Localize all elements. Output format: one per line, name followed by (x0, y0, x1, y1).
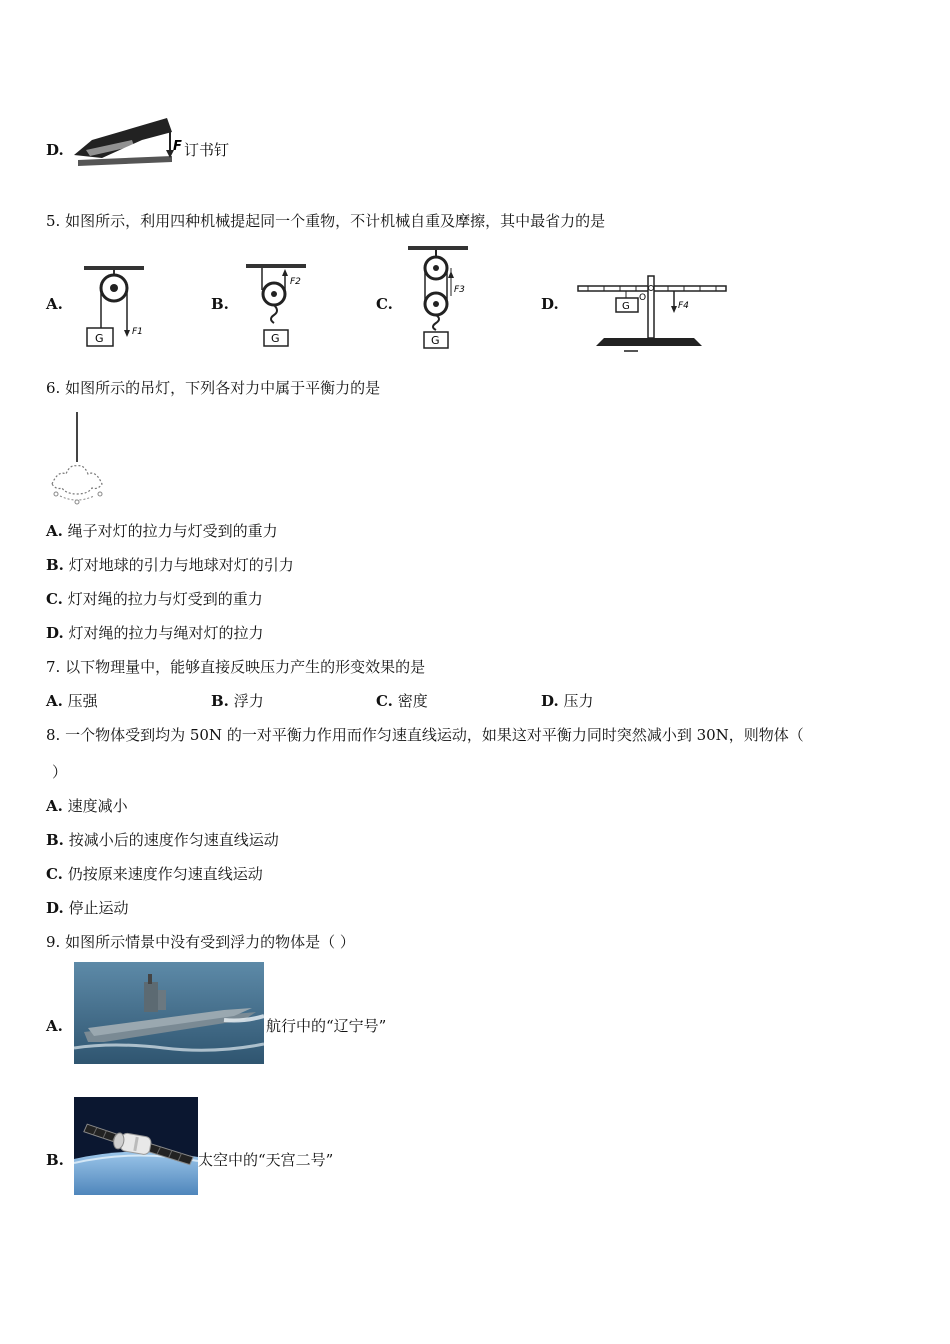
option-letter: C. (46, 865, 63, 883)
q8-option-d (46, 898, 129, 918)
q9-option-b-letter: B. (46, 1151, 64, 1169)
option-letter: C. (376, 692, 393, 710)
option-letter: A. (46, 522, 63, 540)
option-text: 灯对绳的拉力与绳对灯的拉力 (68, 624, 264, 642)
stapler-figure (72, 110, 184, 176)
q9-stem: 9. 如图所示情景中没有受到浮力的物体是（ ） (46, 933, 355, 951)
q6-option-c (46, 589, 263, 609)
q9-option-a-text: 航行中的“辽宁号” (266, 1017, 387, 1035)
option-text: 密度 (397, 692, 428, 710)
q5-option-b-letter: B. (211, 295, 229, 313)
q7-option-c (376, 691, 428, 711)
q5-movable-pulley-figure (244, 262, 314, 350)
q6-stem: 6. 如图所示的吊灯，下列各对力中属于平衡力的是 (46, 379, 381, 397)
q8-stem-continued: ） (52, 763, 68, 781)
force-label: F1 (132, 327, 143, 337)
option-letter: A. (46, 692, 63, 710)
option-letter: A. (46, 797, 63, 815)
q9-option-b-text: 太空中的“天宫二号” (198, 1151, 334, 1169)
q5-option-c-letter: C. (376, 295, 393, 313)
option-text: 压力 (563, 692, 594, 710)
q5-pulley-block-figure (406, 244, 476, 350)
option-letter: B. (211, 692, 229, 710)
q9-option-a-letter: A. (46, 1017, 63, 1035)
force-label: F3 (454, 285, 465, 295)
q5-option-a-letter: A. (46, 295, 63, 313)
q5-fixed-pulley-figure (82, 262, 152, 350)
q7-stem: 7. 以下物理量中，能够直接反映压力产生的形变效果的是 (46, 658, 426, 676)
q5-lever-figure (574, 270, 732, 354)
weight-label: G (271, 332, 280, 345)
option-text: 压强 (67, 692, 98, 710)
option-letter: D. (46, 624, 64, 642)
q5-stem: 5. 如图所示，利用四种机械提起同一个重物，不计机械自重及摩擦，其中最省力的是 (46, 212, 606, 230)
chandelier-figure (46, 412, 112, 510)
q4-option-d-label: 订书钉 (184, 141, 230, 159)
option-text: 灯对绳的拉力与灯受到的重力 (67, 590, 263, 608)
option-text: 速度减小 (67, 797, 128, 815)
q6-option-b (46, 555, 294, 575)
option-letter: B. (46, 556, 64, 574)
option-letter: C. (46, 590, 63, 608)
q8-option-b (46, 830, 279, 850)
weight-label: G (622, 301, 630, 312)
option-text: 仍按原来速度作匀速直线运动 (67, 865, 263, 883)
q8-option-a (46, 796, 128, 816)
weight-label: G (431, 334, 440, 347)
option-text: 按减小后的速度作匀速直线运动 (68, 831, 279, 849)
option-text: 停止运动 (68, 899, 129, 917)
q8-stem: 8. 一个物体受到均为 50N 的一对平衡力作用而作匀速直线运动，如果这对平衡力同时突然减小到 30N，则物体（ (46, 726, 804, 744)
tiangong-2-photo (74, 1097, 198, 1195)
option-text: 绳子对灯的拉力与灯受到的重力 (67, 522, 278, 540)
q5-option-d-letter: D. (541, 295, 559, 313)
option-letter: D. (541, 692, 559, 710)
force-label: F (173, 139, 182, 154)
q4-option-d (46, 140, 64, 160)
option-text: 灯对地球的引力与地球对灯的引力 (68, 556, 294, 574)
weight-label: G (95, 332, 104, 345)
option-letter: D. (46, 899, 64, 917)
force-label: F2 (290, 277, 301, 287)
q8-option-c (46, 864, 263, 884)
option-letter: D. (46, 141, 64, 159)
q6-option-a (46, 521, 278, 541)
option-text: 浮力 (233, 692, 264, 710)
pivot-label: O (639, 293, 647, 303)
q7-option-b (211, 691, 264, 711)
option-letter: B. (46, 831, 64, 849)
q6-option-d (46, 623, 264, 643)
q7-option-a (46, 691, 98, 711)
force-label: F4 (678, 301, 689, 311)
q7-option-d (541, 691, 594, 711)
aircraft-carrier-photo (74, 962, 264, 1064)
